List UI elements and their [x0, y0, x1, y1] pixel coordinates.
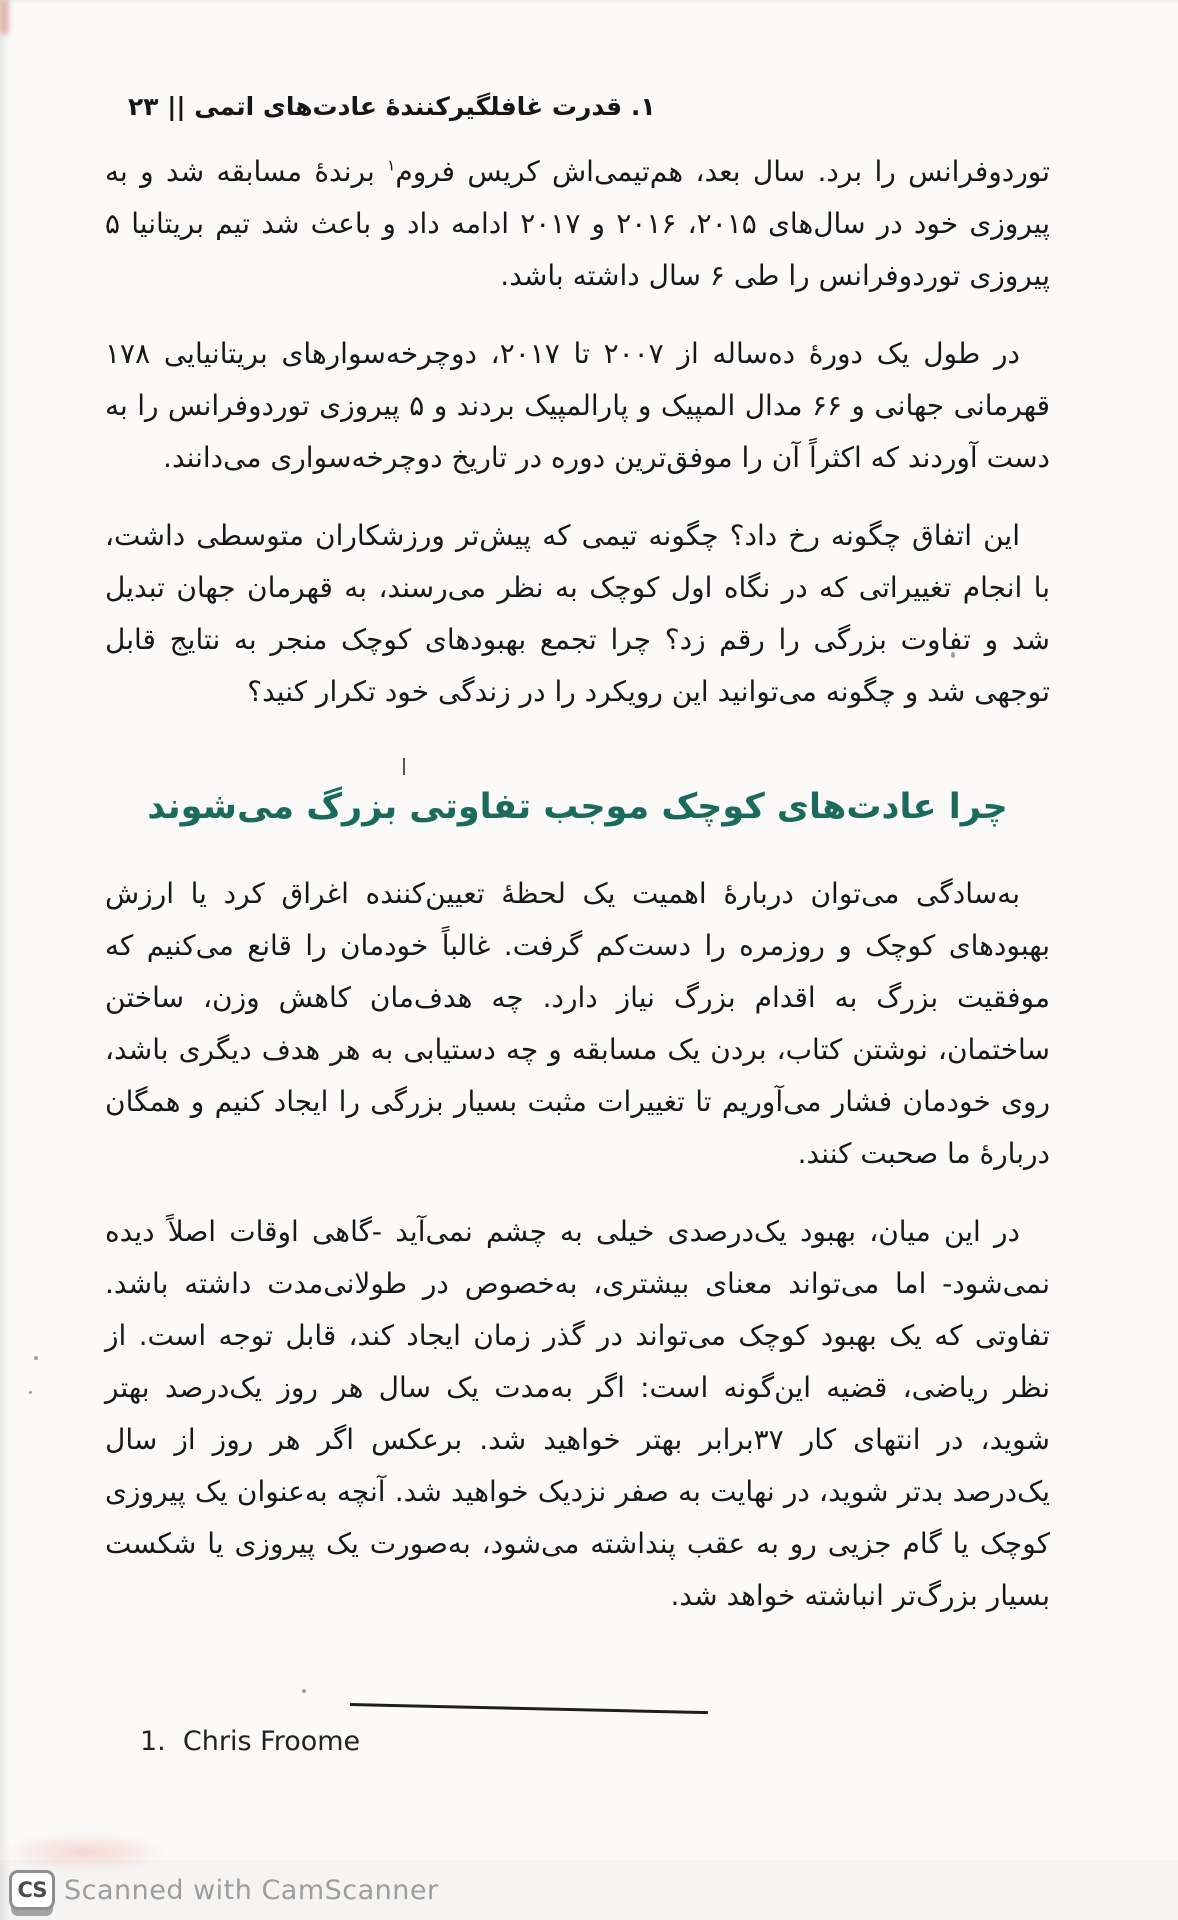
footnote-marker: ۱: [387, 156, 396, 175]
camscanner-logo-text: CS: [17, 1878, 47, 1902]
camscanner-logo: [9, 1870, 55, 1910]
scan-artifact: [29, 1391, 32, 1394]
camscanner-watermark: [0, 1860, 1178, 1920]
camscanner-watermark-text: Scanned with CamScanner: [64, 1875, 439, 1906]
paragraph-3: این اتفاق چگونه رخ داد؟ چگونه تیمی که پیش‌تر ورزشکاران متوسطی داشت، با انجام تغییراتی که در نگاه اول کوچک به نظر می‌رسند، به قهرمان جهان تبدیل شد و تفاوت بزرگی را رقم زد؟ چرا تجمع بهبودهای کوچک منجر به نتایج قابل توجهی شد و چگونه می‌توانید این رویکرد را در زندگی خود تکرار کنید؟: [105, 519, 1050, 708]
scan-edge-shadow: [0, 0, 1178, 5]
paragraph-5: در این میان، بهبود یک‌درصدی خیلی به چشم نمی‌آید -گاهی اوقات اصلاً دیده نمی‌شود- اما می‌تواند معنای بیشتری، به‌خصوص در طولانی‌مدت داشته باشد. تفاوتی که یک بهبود کوچک می‌تواند در گذر زمان ایجاد کند، قابل توجه است. از نظر ریاضی، قضیه این‌گونه است: اگر به‌مدت یک سال هر روز یک‌درصد بهتر شوید، در انتهای کار ۳۷برابر بهتر خواهید شد. برعکس اگر هر روز از سال یک‌درصد بدتر شوید، در نهایت به صفر نزدیک خواهید شد. آنچه به‌عنوان یک پیروزی کوچک یا گام جزیی رو به عقب پنداشته می‌شود، به‌صورت یک پیروزی یا شکست بسیار بزرگ‌تر انباشته خواهد شد.: [105, 1215, 1050, 1612]
running-title: ۱. قدرت غافلگیرکنندهٔ عادت‌های اتمی || ۲۳: [128, 92, 656, 121]
scan-artifact: [302, 1689, 306, 1693]
paragraph-1: [105, 146, 1050, 302]
scan-artifact: [34, 1356, 38, 1360]
paragraph-2: در طول یک دورهٔ ده‌ساله از ۲۰۰۷ تا ۲۰۱۷، دوچرخه‌سوارهای بریتانیایی ۱۷۸ قهرمانی جهانی و ۶۶ مدال المپیک و پارالمپیک بردند و ۵ پیروزی توردوفرانس را به دست آوردند که اکثراً آن را موفق‌ترین دوره در تاریخ دوچرخه‌سواری می‌دانند.: [105, 337, 1051, 474]
paragraph-text: توردوفرانس را برد. سال بعد، هم‌تیمی‌اش کریس فروم: [395, 155, 1050, 188]
page-header: [128, 92, 656, 121]
footnote-divider: [350, 1703, 708, 1714]
scan-edge-shadow: [0, 0, 10, 1920]
page-body: [105, 146, 1050, 1648]
section-heading: چرا عادت‌های کوچک موجب تفاوتی بزرگ می‌شوند: [147, 787, 1008, 827]
scan-artifact: [0, 0, 9, 34]
footnote: 1. Chris Froome: [140, 1726, 361, 1757]
paragraph-text: برندهٔ مسابقه شد و به پیروزی خود در سال‌های ۲۰۱۵، ۲۰۱۶ و ۲۰۱۷ ادامه داد و باعث شد تیم بریتانیا ۵ پیروزی توردوفرانس را طی ۶ سال داشته باشد.: [105, 155, 1051, 292]
paragraph-4: به‌سادگی می‌توان دربارهٔ اهمیت یک لحظهٔ تعیین‌کننده اغراق کرد یا ارزش بهبودهای کوچک و روزمره را دست‌کم گرفت. غالباً خودمان را قانع می‌کنیم که موفقیت بزرگ به اقدام بزرگ نیاز دارد. چه هدف‌مان کاهش وزن، ساختن ساختمان، نوشتن کتاب، بردن یک مسابقه و چه دستیابی به هر هدف دیگری باشد، روی خودمان فشار می‌آوریم تا تغییرات مثبت بسیار بزرگی را ایجاد کنیم و همگان دربارهٔ ما صحبت کنند.: [105, 877, 1050, 1170]
